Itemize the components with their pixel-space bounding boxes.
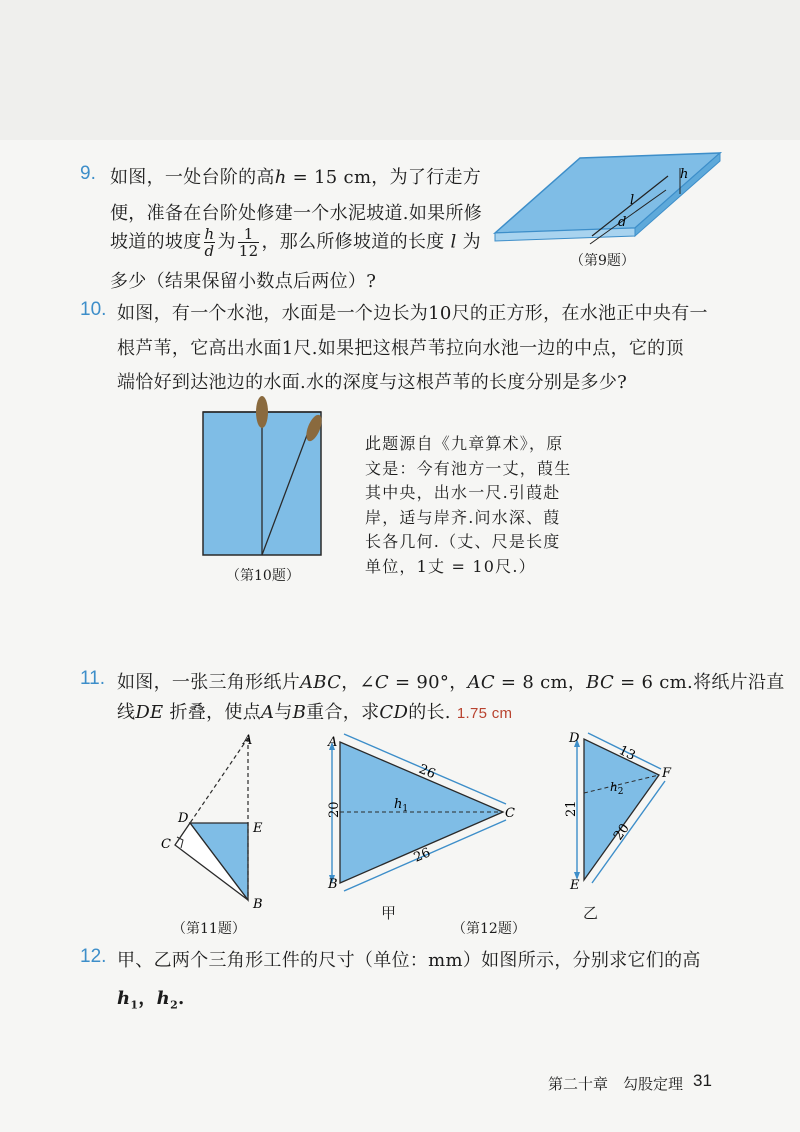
note-line: 文是：今有池方一丈，葭生	[365, 458, 572, 478]
side-ab-length: 20	[327, 801, 342, 818]
problem-text-line: 如图，有一个水池，水面是一个边长为10尺的正方形，在水池正中央有一	[117, 303, 708, 324]
label-B: B	[253, 897, 263, 912]
answer-annotation: 1.75 cm	[456, 705, 513, 722]
side-ac-length: 26	[416, 761, 438, 783]
side-de-length: 21	[564, 800, 579, 817]
label-E: E	[253, 821, 263, 836]
problem-text-line: 线DE 折叠，使点A与B重合，求CD的长. 1.75 cm	[117, 702, 513, 723]
problem-text-line: 便，准备在台阶处修建一个水泥坡道.如果所修	[110, 203, 483, 224]
problem-number: 11.	[80, 668, 106, 689]
figure-caption: （第9题）	[570, 253, 635, 269]
height-h2-label: $h_2$	[610, 780, 624, 797]
reed-head	[256, 396, 268, 428]
label-D: D	[178, 811, 189, 826]
label-A: A	[243, 733, 253, 748]
side-ef-length: 20	[610, 821, 633, 844]
fraction-h-over-d: $\frac{h}{d}$	[204, 225, 215, 260]
label-C: C	[161, 837, 171, 852]
note-line: 单位，1丈 = 10尺.）	[365, 556, 536, 576]
problem-number: 12.	[80, 946, 107, 967]
problem-text-line: 多少（结果保留小数点后两位）?	[110, 271, 377, 292]
label-l: l	[630, 193, 635, 208]
label-F: F	[662, 766, 672, 781]
folded-triangle-figure	[155, 730, 275, 915]
note-line: 其中央，出水一尺.引葭赴	[365, 483, 561, 502]
chapter-title: 第二十章 勾股定理	[548, 1075, 684, 1093]
side-df-length: 13	[616, 743, 638, 764]
problem-text-line: 甲、乙两个三角形工件的尺寸（单位：mm）如图所示，分别求它们的高	[117, 950, 701, 971]
triangle-jia-name: 甲	[381, 904, 397, 922]
label-A: A	[328, 735, 338, 750]
label-h: h	[680, 167, 689, 182]
problem-text-line: $h_1$，$h_2$.	[117, 988, 185, 1012]
triangle-yi-name: 乙	[583, 904, 599, 922]
problem-text-line: 根芦苇，它高出水面1尺.如果把这根芦苇拉向水池一边的中点，它的顶	[117, 338, 684, 359]
problem-text-line: 如图，一张三角形纸片ABC，∠C = 90°，AC = 8 cm，BC = 6 cm.将纸片沿直	[117, 672, 785, 693]
page-header-band	[0, 0, 800, 140]
label-C: C	[505, 806, 515, 821]
problem-text-line: 如图，一处台阶的高h = 15 cm，为了行走方	[110, 167, 482, 188]
fraction-1-over-12: $\frac{1}{12}$	[238, 225, 259, 260]
figure-caption: （第10题）	[226, 568, 300, 584]
figure-caption: （第12题）	[452, 921, 526, 937]
history-note	[365, 432, 605, 579]
problem-number: 10.	[80, 299, 107, 320]
note-line: 岸，适与岸齐.问水深、葭	[365, 507, 561, 527]
triangle-yi-figure	[562, 725, 682, 895]
page-number: 31	[693, 1071, 712, 1090]
label-E: E	[570, 878, 580, 893]
problem-text-line: 端恰好到达池边的水面.水的深度与这根芦苇的长度分别是多少?	[117, 372, 628, 393]
problem-text-line: 坡道的坡度 $\frac{h}{d}$ 为 $\frac{1}{12}$ ，那么所修坡道的长度 l 为	[110, 225, 481, 260]
height-h1-label: $h_1$	[394, 797, 409, 814]
triangle-jia-figure	[318, 728, 523, 893]
problem-number: 9.	[80, 163, 96, 184]
label-D: D	[569, 731, 580, 746]
note-line: 长各几何.（丈、尺是长度	[365, 532, 561, 551]
label-B: B	[328, 877, 338, 892]
label-d: d	[618, 215, 627, 230]
note-line: 此题源自《九章算术》，原	[365, 434, 564, 453]
side-bc-length: 26	[411, 845, 433, 866]
ramp-figure	[490, 148, 730, 258]
figure-caption: （第11题）	[172, 921, 246, 937]
pond-figure	[200, 395, 325, 560]
